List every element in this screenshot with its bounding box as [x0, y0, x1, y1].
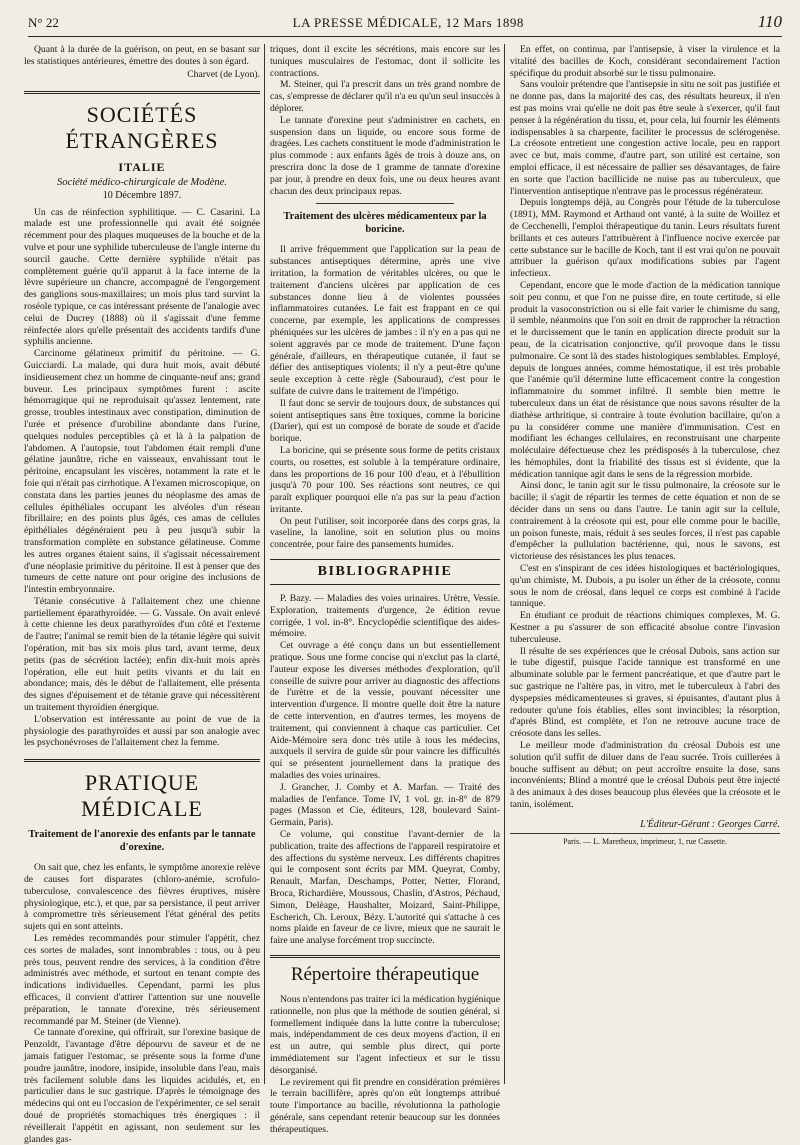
paragraph: Cet ouvrage a été conçu dans un but essentiellement pratique. Sous une forme concise qui n'exclut pas la clarté, l'auteur expose les diverses méthodes d'exploration, qu'il conseille de suivre pour arriver au diagnostic des affections de l'urètre et de la vessie, pouvant nécessiter une intervention d'urgence. Il montre quelle doit être la nature de cette intervention, en d'autres termes, les moyens de traitement, qui conviennent à chaque cas particulier. Cet Aide-Mémoire sera donc très utile à tous les médecins, auxquels il servira de guide sûr pour vaincre les difficultés qui se présentent journellement dans la pratique des maladies des voies urinaires.	[270, 640, 500, 782]
issue-number: N° 22	[28, 15, 59, 30]
column-rule	[504, 44, 505, 1084]
paragraph: L'observation est intéressante au point de vue de la physiologie des parathyroïdes et aussi par son analogie avec les psychonévroses de l'allaitement chez la femme.	[24, 713, 260, 749]
column-rule	[264, 44, 265, 1084]
column-3	[510, 44, 780, 1079]
paragraph: En effet, on continua, par l'antisepsie, à viser la virulence et la vitalité des bacilles de Koch, considérant secondairement l'action spécifique du produit absorbé sur le tissu pulmonaire.	[510, 44, 780, 79]
masthead	[28, 12, 782, 37]
section-title: SOCIÉTÉS ÉTRANGÈRES	[24, 91, 260, 154]
paragraph: Ce volume, qui constitue l'avant-dernier de la publication, traite des affections de l'appareil respiratoire et des affections du système nerveux. Les différents chapitres qui le composent sont écrits par MM. Queyrat, Comby, Renault, Marfan, Deschamps, Potter, Netter, Florand, Broca, Richardière, Moussous, Chaslin, d'Astros, Péchaud, Simon, Delèage, Haushalter, Moizard, Saint-Philippe, Escherich, Ch. Leroux, Bézy. L'autorité qui s'attache à ces noms plaide en faveur de ce livre, mieux que ne saurait le faire une analyse forcément trop succincte.	[270, 829, 500, 947]
paragraph: La boricine, qui se présente sous forme de petits cristaux courts, ou rosettes, est soluble à la température ordinaire, dans les proportions de 16 pour 100 d'eau, et à l'ébullition jusqu'à 70 pour 100. Ses réactions sont neutres, ce qui paraît expliquer pourquoi elle n'a pas sur la peau d'action irritante.	[270, 444, 500, 515]
section-title: PRATIQUE MÉDICALE	[24, 759, 260, 822]
paragraph: Le tannate d'orexine peut s'administrer en cachets, en suspension dans un liquide, ou encore sous forme de dragées. Les cachets constituent le mode d'administration le plus commode : aux enfants âgés de trois à douze ans, on prescrira donc la dose de 1 gramme de tannate d'orexine par jour, à prendre en deux fois, une ou deux heures avant chacun des deux principaux repas.	[270, 114, 500, 197]
country-heading: ITALIE	[118, 159, 166, 174]
paragraph: Les remèdes recommandés pour stimuler l'appétit, chez ces sortes de malades, sont innombrables : tous, ou à peu près tous, peuvent rendre des services, à la condition d'être administrés avec méthode, et surtout en tenant compte des indications individuelles. Cependant, parmi les plus efficaces, il convient d'attirer l'attention sur une nouvelle préparation, le tannate d'orexine, très sérieusement recommandé par M. Steiner (de Vienne).	[24, 933, 260, 1027]
paragraph: Depuis longtemps déjà, au Congrès pour l'étude de la tuberculose (1891), MM. Raymond et Arthaud ont vanté, à la suite de Woillez et de Cecchenelli, l'emploi thérapeutique du tanin. Leurs résultats furent brillants et ces auteurs l'attribuèrent à l'influence nocive exercée par cette substance sur le bacille de Koch, tant il est vrai qu'on ne pouvait attribuer la guérison qu'aux modifications subies par l'agent infectieux.	[510, 197, 780, 280]
paragraph: C'est en s'inspirant de ces idées histologiques et bactériologiques, qu'un chimiste, M. Dubois, a pu isoler un éther de la créosote, connu sous le nom de créosal, dans lequel ce corps est combiné à l'acide tannique.	[510, 563, 780, 610]
printer-line: Paris. — L. Maretheux, imprimeur, 1, rue Cassette.	[510, 833, 780, 846]
paragraph: Quant à la durée de la guérison, on peut, en se basant sur les statistiques antérieures, émettre des doutes à son égard.	[24, 44, 260, 67]
journal-title: LA PRESSE MÉDICALE, 12 Mars 1898	[292, 15, 524, 30]
paragraph: Ce tannate d'orexine, qui offrirait, sur l'orexine basique de Penzoldt, l'avantage d'être dépourvu de saveur et de ne jamais fatiguer l'estomac, se présente sous la forme d'une poudre jaunâtre, inodore, insipide, insoluble dans l'eau, mais très facilement soluble dans les liquides acidulés, et, en particulier dans le suc gastrique. D'après le témoignage des médecins qui ont eu l'occasion de l'expérimenter, ce sel serait doué de propriétés stomachiques très énergiques : il réveillerait l'appétit en agissant, non seulement sur les glandes gas-	[24, 1027, 260, 1145]
session-date: 10 Décembre 1897.	[102, 189, 182, 201]
paragraph: Sans vouloir prétendre que l'antisepsie in situ ne soit pas justifiée et ne donne pas, dans la majorité des cas, des résultats heureux, il n'en est pas moins vrai qu'elle ne doit pas être seule à s'exercer, qu'il faut penser à la régénération du tissu, et, pour cela, lui fournir les éléments indispensables à sa charpente, faciliter le processus de sclérogenèse. La créosote entretient une congestion active locale, peu en rapport avec ce but, mais comme, d'autre part, son utilité est certaine, son emploi efficace, il est nécessaire de pallier ses désavantages, de faire en sorte que l'action bacillicide ne nuise pas au tuberculeux, que l'intervention antiseptique n'entrave pas le processus régénérateur.	[510, 79, 780, 197]
society-name: Société médico-chirurgicale de Modène.	[57, 176, 227, 188]
paragraph: Il faut donc se servir de toujours doux, de substances qui soient antiseptiques sans être toxiques, comme la boricine (Darier), qui est un composé de borate de soude et d'acide borique.	[270, 397, 500, 445]
paragraph: On sait que, chez les enfants, le symptôme anorexie relève de causes fort disparates (chloro-anémie, scrofulo-tuberculose, convalescence des fièvres éruptives, misère physiologique, etc.), et que, par sa persistance, il peut arriver à compromettre très sérieusement l'état général des petits sujets qui en sont atteints.	[24, 862, 260, 933]
paragraph: Tétanie consécutive à l'allaitement chez une chienne partiellement éparathyroïdée. — G. Vassale. On avait enlevé à cette chienne les deux parathyroïdes d'un côté et l'externe de l'autre; l'animal se remit bien de la tétanie légère qui suivit l'opération, mit bas six mois plus tard, avant terme, deux petits (pas de sécrétion lactée); enfin dix-huit mois après l'opération, elle eut huit petits vivants et du lait en abondance; mais, dès le début de l'allaitement, elle présenta des signes d'épuisement et de tétanie grave qui nécessitèrent un traitement thyroïdien énergique.	[24, 595, 260, 714]
bibliography-title: BIBLIOGRAPHIE	[270, 559, 500, 585]
paragraph: On peut l'utiliser, soit incorporée dans des corps gras, la vaseline, la lanoline, soit en solution plus ou moins concentrée, pour faire des pansements humides.	[270, 515, 500, 551]
paragraph: Carcinome gélatineux primitif du péritoine. — G. Guicciardi. La malade, qui dura huit mois, avait débuté insidieusement chez un homme de cinquante-neuf ans; grand buveur. Les principaux symptômes furent : ascite hémorragique qui ne reproduisait qu'assez lentement, rate grosse, troubles intestinaux avec constipation, diminution de l'urée et présence d'urobiline abondante dans l'urine, quelques nodules perceptibles çà et là à la palpation de l'abdomen. A l'autopsie, tout l'abdomen était rempli d'une gélatine jaunâtre, riche en vaisseaux, envahissant tout le péritoine, encapsulant les viscères, notamment la rate et le foie qui n'était pas cirrhotique. A l'examen microscopique, on constata dans les parties jeunes du néoplasme des amas de cellules épithéliales occupant les alvéoles d'un réseau fibrillaire; en des points plus âgés, ces amas de cellules épithéliales dégénéraient peu à peu jusqu'à subir la transformation complète en substance gélatineuse. Comme les autres organes étaient sains, il s'agissait nécessairement d'une néoplasie primitive du péritoine. Il est à penser que des tumeurs de cette nature ont pour origine des inclusions de l'intestin embryonnaire.	[24, 348, 260, 596]
repertoire-title: Répertoire thérapeutique	[270, 955, 500, 986]
paragraph: Un cas de réinfection syphilitique. — C. Casarini. La malade est une professionnelle qui avait été soignée récemment pour des plaques muqueuses de la bouche et de la vulve et pour une syphilide tuberculeuse de l'angle interne du sourcil gauche. Cette dernière syphilide n'était pas complètement guérie qu'il apparut à la face interne de la lèvre supérieure un chancre, accompagné de l'engorgement des ganglions sous-maxillaires; un mois plus tard survint la roséole typique, ce cas intéressant présente de l'analogie avec celui de Ducrey (1888) où il s'agissait d'une femme réinfectée alors qu'elle présentait des accidents tardifs d'une syphilis ancienne.	[24, 206, 260, 348]
column-2	[270, 44, 500, 1135]
paragraph: Ainsi donc, le tanin agit sur le tissu pulmonaire, la créosote sur le bacille; il s'agit de répartir les termes de cette équation et non de se décider dans un sens ou dans l'autre. Le tanin agit sur la cellule, contrairement à la créosote qui est, pour elle comme pour le bacille, un poison funeste, mais, réduit à ses seules forces, il n'est pas capable d'empêcher la pullulation bactérienne, qui, nous le savons, est victorieuse des résistances les plus tenaces.	[510, 480, 780, 563]
paragraph: P. Bazy. — Maladies des voies urinaires. Urètre, Vessie. Exploration, traitements d'urgence, 2e édition revue corrigée, 1 vol. in-8°. Encyclopédie scientifique des aides-mémoire.	[270, 593, 500, 640]
separator	[316, 203, 454, 204]
paragraph: Nous n'entendons pas traiter ici la médication hygiénique rationnelle, non plus que la méthode de soutien général, si formellement indiquée dans la lutte contre la tuberculose; mais, indépendamment de ces deux moyens d'action, il en est un autre, qui semble plus direct, qui porte immédiatement sur l'agent infectieux et sur le tissu désorganisé.	[270, 993, 500, 1076]
article-title: Traitement de l'anorexie des enfants par le tannate d'orexine.	[28, 829, 256, 854]
paragraph: Il arrive fréquemment que l'application sur la peau de substances antiseptiques détermine, après une vive irritation, la formation de véritables ulcères, ou que le traitement d'anciens ulcères par application de ces substances donne lieu à de violentes poussées inflammatoires cutanées. Le fait est frappant en ce qui concerne, par exemple, les applications de compresses phéniquées sur les ulcères de jambes : il n'y en a pas qui ne soient aggravés par ce mode de traitement. D'une façon générale, d'ailleurs, en thérapeutique cutanée, il faut se défier des antiseptiques violents; il n'y a peut-être qu'une seule exception à cette règle (Sabouraud), c'est pour le sulfate de cuivre dans le traitement de l'impétigo.	[270, 244, 500, 397]
page-number: 110	[757, 12, 782, 31]
paragraph: En étudiant ce produit de réactions chimiques complexes, M. G. Kestner a pu s'assurer de son efficacité absolue contre l'invasion tuberculeuse.	[510, 610, 780, 645]
article-title: Traitement des ulcères médicamenteux par la boricine.	[283, 211, 487, 236]
column-1	[24, 44, 260, 1145]
paragraph: triques, dont il excite les sécrétions, mais encore sur les tuniques musculaires de l'estomac, dont il sollicite les contractions.	[270, 44, 500, 79]
paragraph: Le revirement qui fit prendre en considération prémières le terrain bacillifère, après qu'on eût longtemps attribué toute l'importance au bacille, révolutionna la pathologie générale, sans cependant retenir beaucoup sur les données thérapeutiques.	[270, 1076, 500, 1135]
paragraph: M. Steiner, qui l'a prescrit dans un très grand nombre de cas, s'empresse de déclarer qu'il n'a eu qu'un seul insuccès à déplorer.	[270, 79, 500, 114]
paragraph: J. Grancher, J. Comby et A. Marfan. — Traité des maladies de l'enfance. Tome IV, 1 vol. gr. in-8° de 879 pages (Masson et Cie, éditeurs, 128, boulevard Saint-Germain, Paris).	[270, 781, 500, 829]
editor-line: L'Éditeur-Gérant : Georges Carré.	[640, 818, 780, 830]
paragraph: Cependant, encore que le mode d'action de la médication tannique soit peu connu, et que l'on ne puisse dire, en toute certitude, si elle produit la vasoconstriction ou si elle fait varier le chimisme du sang, il semble, néanmoins que l'on soit en droit de rapprocher la rétraction et le durcissement que le tanin en application directe produit sur la peau, de la cicatrisation conjonctive, qu'il provoque dans le tissu pulmonaire. Ce sont là des stades histologiques semblables. Employé, depuis de longues années, comme hémostatique, il est très probable que l'anémie qu'il détermine lutte efficacement contre la congestion inflammatoire du sommet infiltré. Il semble bien mettre le tuberculeux dans un état de résistance que nous savons résulter de la diathèse arthritique, si contraire à toute évolution bacillaire, qu'on a pu la considérer comme une manière d'immunisation. C'est en modifiant les échanges cellulaires, en reconstruisant une charpente moléculaire défectueuse chez les prédisposés à la tuberculose, chez les hémophiles, dont la friabilité des tissus est si évidente, que la médication tannique agit dans le sens de la régression morbide.	[510, 279, 780, 480]
author-signature: Charvet (de Lyon).	[187, 68, 260, 80]
paragraph: Le meilleur mode d'administration du créosal Dubois est une solution qu'il suffit de diluer dans de l'eau sucrée. Trois cuillerées à bouche suffisent au début; on peut accroître ensuite la dose, sans inconvénients; Blind a montré que le créosal Dubois peut être injecté à des animaux à des doses beaucoup plus élevées que la créosote et le tanin, isolément.	[510, 740, 780, 810]
paragraph: Il résulte de ses expériences que le créosal Dubois, sans action sur le tube digestif, puisque l'acide tannique est transformé en une albuminate soluble par le ferment pancréatique, et que d'autre part le suc gastrique ne l'altère pas, in vitro, met le tuberculeux à l'abri des dyspepsies médicamenteuses si graves, si épuisantes, d'autant plus à redouter qu'une fois établies, elles sont invincibles; la résorption, d'après Blind, est complète, et l'on ne retrouve aucune trace de créosote dans les selles.	[510, 645, 780, 740]
